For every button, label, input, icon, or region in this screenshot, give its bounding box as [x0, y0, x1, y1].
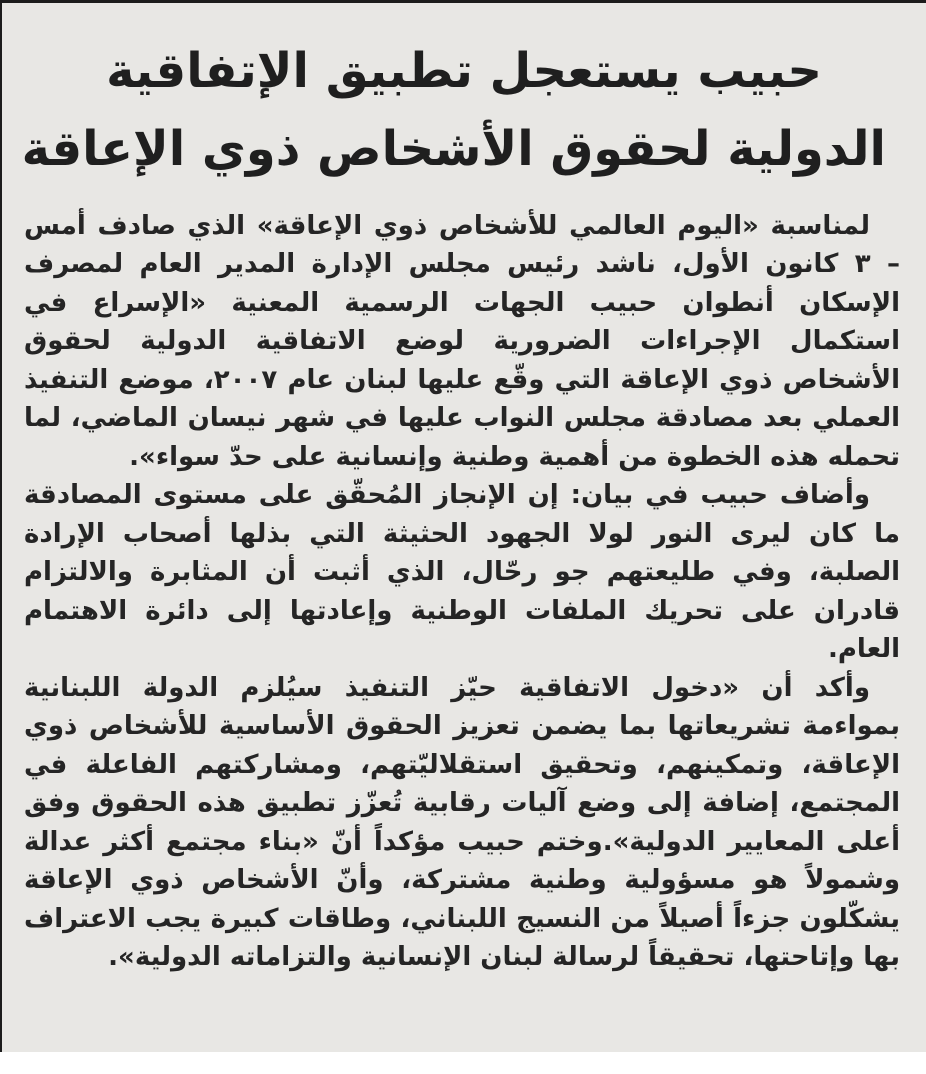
article-paragraph-2: وأضاف حبيب في بيان: إن الإنجاز المُحقّق على مستوى المصادقة ما كان ليرى النور لولا الجهود الحثيثة التي بذلها أصحاب الإرادة الصلبة، وفي طليعتهم جو رحّال، الذي أثبت أن المثابرة والالتزام قادران على تحريك الملفات الوطنية وإعادتها إلى دائرة الاهتمام العام. — [24, 480, 900, 664]
headline-line-1: حبيب يستعجل تطبيق الإتفاقية — [106, 43, 822, 99]
page-margin-bottom — [0, 1052, 926, 1074]
headline-line-2: الدولية لحقوق الأشخاص ذوي الإعاقة — [21, 120, 886, 177]
article-paragraph-3: وأكد أن «دخول الاتفاقية حيّز التنفيذ سيُلزم الدولة اللبنانية بمواءمة تشريعاتها بما يضمن تعزيز الحقوق الأساسية للأشخاص ذوي الإعاقة، وتمكينهم، وتحقيق استقلاليّتهم، ومشاركتهم الفاعلة في المجتمع، إضافة إلى وضع آليات رقابية تُعزّز تطبيق هذه الحقوق وفق أعلى المعايير الدولية».وختم حبيب مؤكداً أنّ «بناء مجتمع أكثر عدالة وشمولاً هو مسؤولية وطنية مشتركة، وأنّ الأشخاص ذوي الإعاقة يشكّلون جزءاً أصيلاً من النسيج اللبناني، وطاقات كبيرة يجب الاعتراف بها وإتاحتها، تحقيقاً لرسالة لبنان الإنسانية والتزاماته الدولية». — [24, 672, 900, 972]
article-body — [24, 207, 900, 977]
article-paragraph-1: لمناسبة «اليوم العالمي للأشخاص ذوي الإعاقة» الذي صادف أمس – ٣ كانون الأول، ناشد رئيس مجلس الإدارة المدير العام لمصرف الإسكان أنطوان حبيب الجهات الرسمية المعنية «الإسراع في استكمال الإجراءات الضرورية لوضع الاتفاقية الدولية لحقوق الأشخاص ذوي الإعاقة التي وقّع عليها لبنان عام ٢٠٠٧، موضع التنفيذ العملي بعد مصادقة مجلس النواب عليها في شهر نيسان الماضي، لما تحمله هذه الخطوة من أهمية وطنية وإنسانية على حدّ سواء». — [24, 210, 900, 472]
article-headline — [21, 33, 886, 189]
